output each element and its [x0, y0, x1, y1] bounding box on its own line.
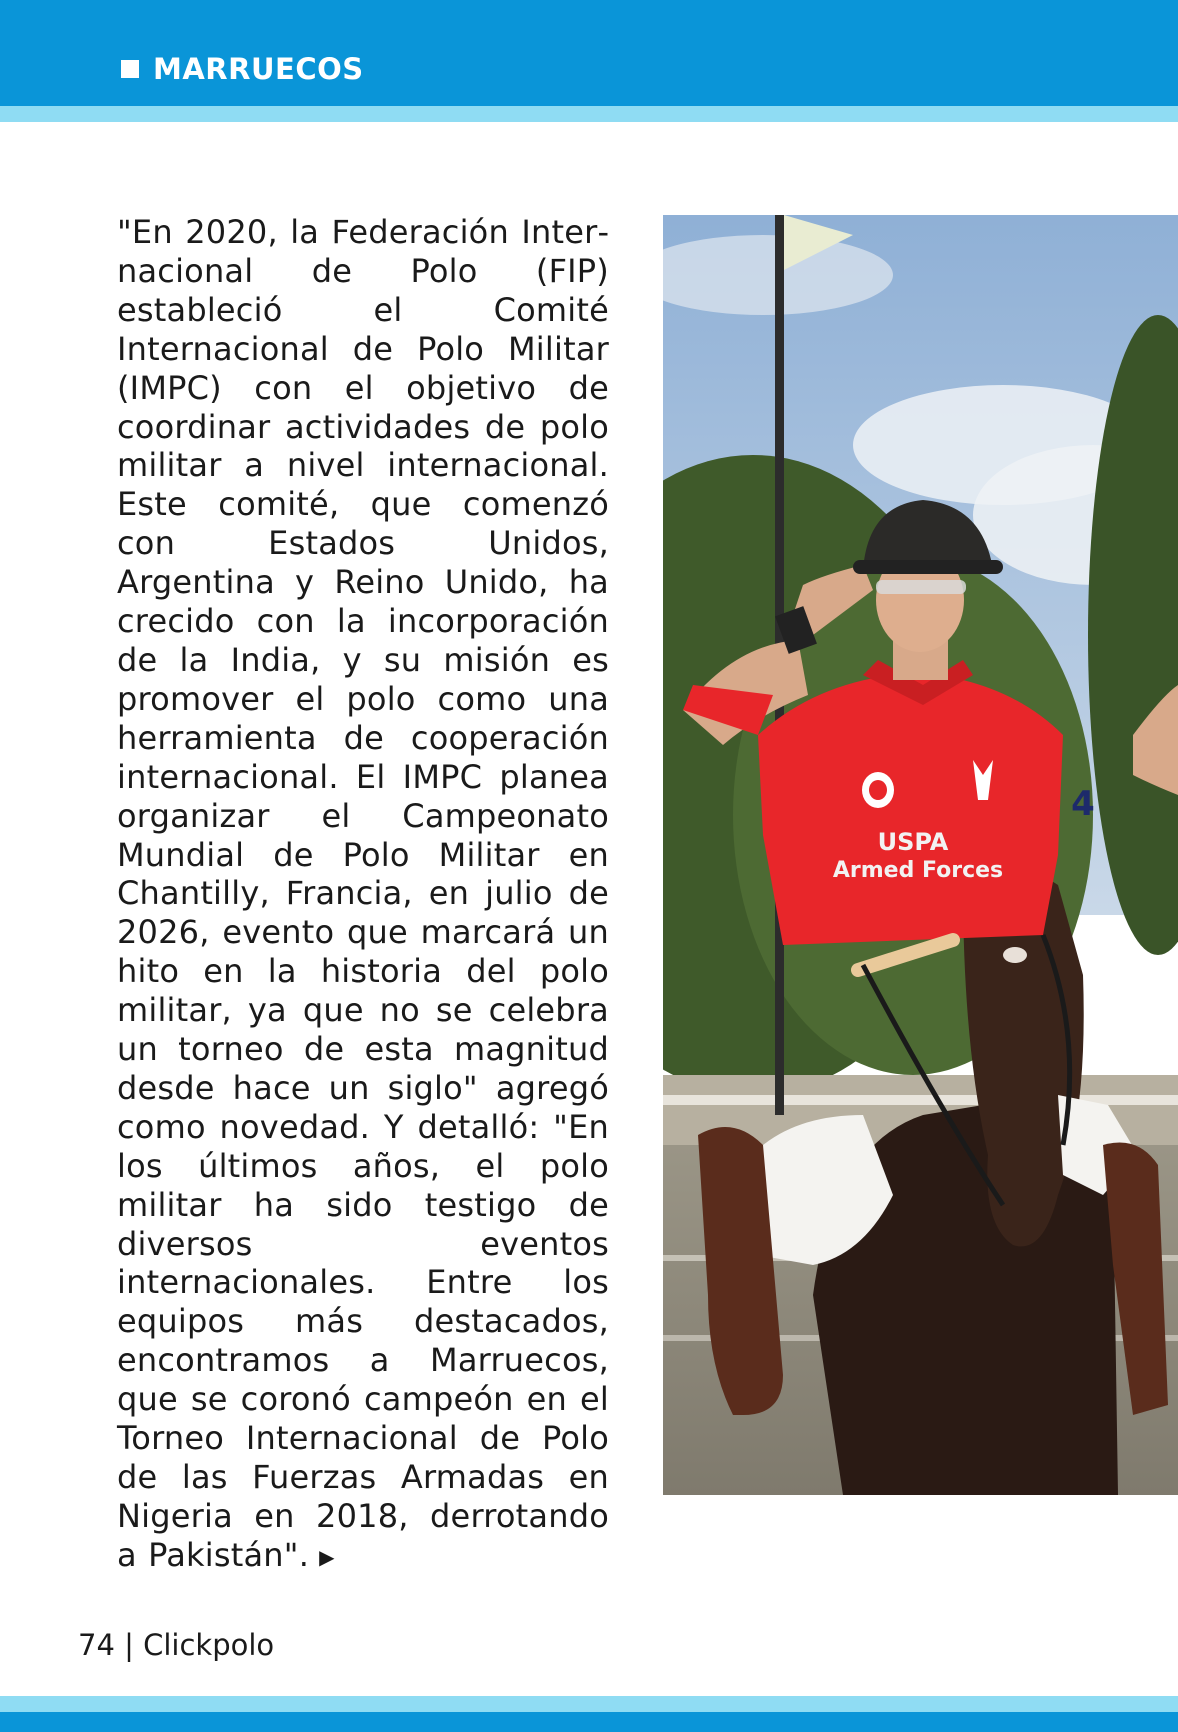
shirt-text-armed-forces: Armed Forces [832, 858, 1004, 883]
page-footer-label: 74 | Clickpolo [78, 1628, 275, 1662]
polo-player-photo [663, 215, 1178, 1495]
end-arrow-icon: ▶ [319, 1544, 335, 1569]
article-text: "En 2020, la Federación Internacional de Polo (FIP) estableció el Comité Internacional de Polo Militar (IMPC) con el objetivo de coordinar actividades de polo militar a nivel internacional. Este comité, que comenzó con Estados Unidos, Argentina y Reino Unido, ha crecido con la incorporación de la India, y su misión es promover el polo como una herramienta de cooperación internacional. El IMPC planea organizar el Campeonato Mundial de Polo Militar en Chantilly, Francia, en julio de 2026, evento que marcará un hito en la historia del polo militar, ya que no se celebra un torneo de esta magnitud desde hace un siglo" agregó como novedad. Y detalló: "En los últimos años, el polo militar ha sido testigo de diversos eventos internacionales. Entre los equipos más destacados, encontramos a Marruecos, que se coronó campeón en el Torneo Internacional de Polo de las Fuerzas Armadas en Nigeria en 2018, derrotando a Pakistán". [117, 213, 609, 1574]
section-title: MARRUECOS [153, 52, 364, 86]
section-label [121, 52, 364, 86]
footer-stripe [0, 1696, 1178, 1712]
article-paragraph [117, 213, 609, 1577]
article-body [117, 213, 609, 1577]
shirt-text-uspa: USPA [877, 828, 949, 856]
footer-bar [0, 1712, 1178, 1732]
square-bullet-icon [121, 60, 139, 78]
shirt-number: 4 [1071, 784, 1095, 824]
header-stripe [0, 106, 1178, 122]
